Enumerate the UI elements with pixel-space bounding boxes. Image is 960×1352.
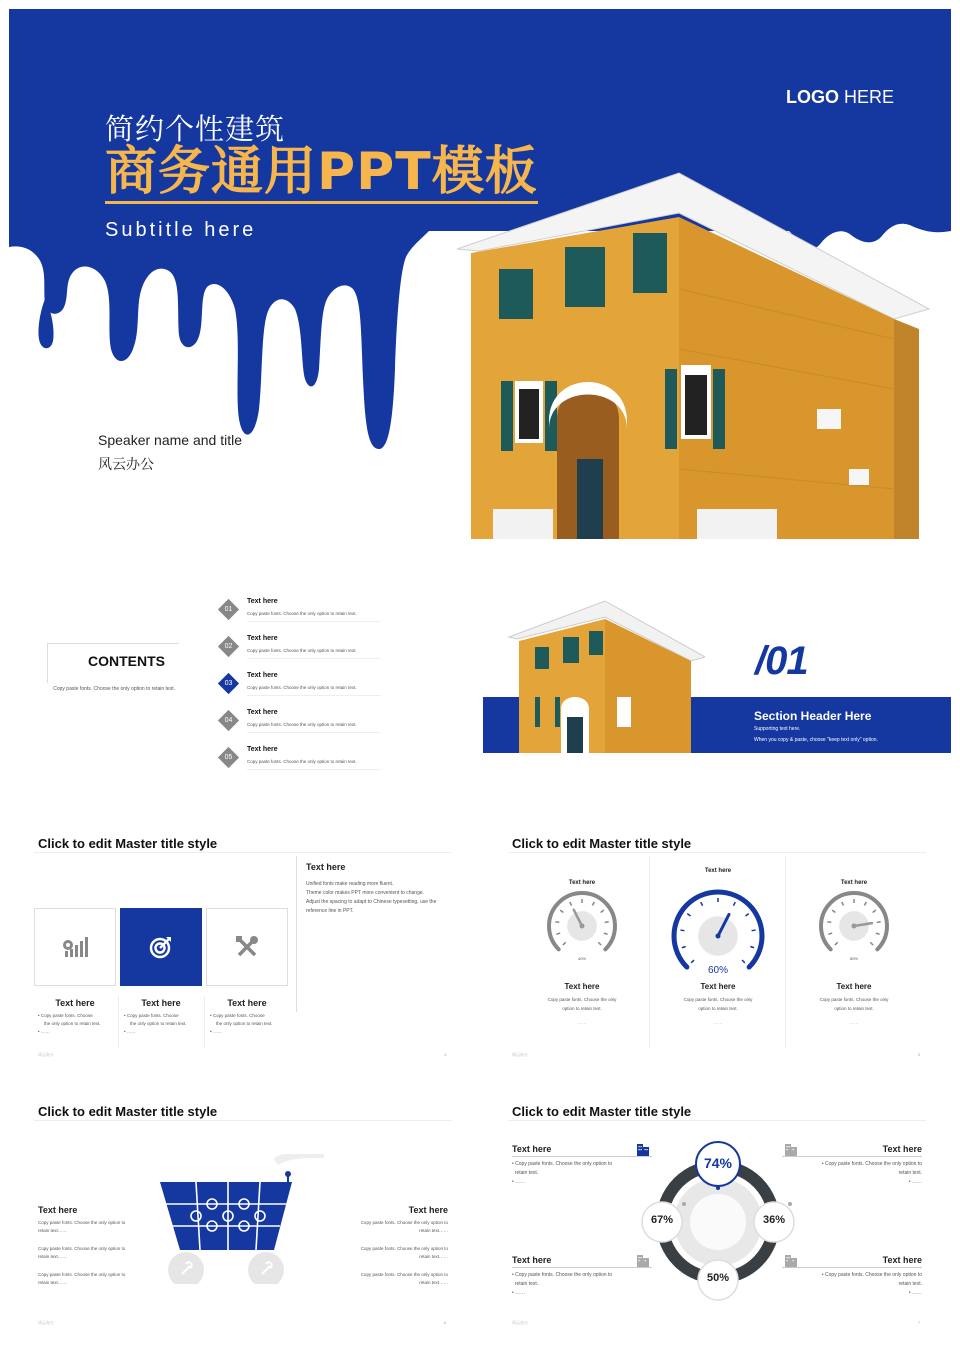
bullet-line: • …… <box>38 1029 50 1034</box>
tr-b3: …… <box>912 1179 922 1185</box>
gauge-desc: …… <box>713 1020 723 1025</box>
item-number: 05 <box>224 754 233 761</box>
item-rule <box>247 658 381 659</box>
title-slide <box>9 9 951 539</box>
bullet-text: the only option to retain text. <box>216 1021 273 1026</box>
bullet-text: …… <box>40 1029 50 1034</box>
card-divider <box>118 996 119 1048</box>
tr-title: Text here <box>882 1144 922 1154</box>
bullet-line: • Copy paste fonts. Choose <box>38 1013 93 1018</box>
list-line: retain text…… <box>38 1228 67 1233</box>
gauge-tick <box>601 910 604 912</box>
gauge-desc: option to retain text. <box>834 1006 874 1011</box>
section-number: /01 <box>755 639 808 683</box>
gauge-desc: Copy paste fonts. Choose the only <box>683 997 753 1002</box>
pct-bottom: 50% <box>706 1272 730 1284</box>
item-number: 04 <box>224 717 233 724</box>
bullet-text: …… <box>212 1029 222 1034</box>
bl-b3: …… <box>515 1290 526 1296</box>
side-title: Text here <box>306 862 346 872</box>
section-support: Supporting text here. <box>754 726 801 732</box>
pct-left: 67% <box>650 1214 674 1226</box>
card-bullets <box>210 1012 292 1036</box>
item-number: 01 <box>224 606 233 613</box>
tr-bullets: • Copy paste fonts. Choose the only option to retain text. • …… <box>821 1161 922 1185</box>
item-desc: Copy paste fonts. Choose the only option to retain text. <box>247 648 357 653</box>
card-title: Text here <box>55 998 95 1008</box>
gauge-title: Text here <box>700 982 736 991</box>
list-line: retain text…… <box>38 1254 67 1259</box>
gauge-desc: option to retain text. <box>562 1006 602 1011</box>
bullet-text: …… <box>126 1029 136 1034</box>
gauge-tick <box>877 922 881 923</box>
side-text <box>306 880 436 916</box>
page-number: 7 <box>918 1320 921 1325</box>
slide-4 <box>30 828 454 1064</box>
br-b1: Copy paste fonts. Choose the only option to <box>824 1272 922 1278</box>
br-b2: retain text. <box>898 1281 922 1287</box>
pct-right: 36% <box>762 1214 786 1226</box>
item-desc: Copy paste fonts. Choose the only option to retain text. <box>247 759 357 764</box>
card-bullets <box>38 1012 120 1036</box>
side-divider <box>296 856 297 1012</box>
contents-item[interactable] <box>221 745 381 773</box>
page-number: 6 <box>444 1320 447 1325</box>
bullet-line: • Copy paste fonts. Choose <box>124 1013 179 1018</box>
contents-slide <box>9 573 483 773</box>
slide-4-title: Click to edit Master title style <box>38 836 218 851</box>
item-title: Text here <box>247 746 278 753</box>
tl-b3: …… <box>515 1179 526 1185</box>
gauge-top-label: Text here <box>568 880 596 886</box>
bl-b1: Copy paste fonts. Choose the only option to <box>515 1272 613 1278</box>
gauge-tick <box>592 902 594 906</box>
slide-5-title: Click to edit Master title style <box>512 836 692 851</box>
company-name: 风云办公 <box>98 457 154 473</box>
bullet-text: the only option to retain text. <box>130 1021 187 1026</box>
item-number: 03 <box>224 680 233 687</box>
side-line: Unified fonts make reading more fluent. <box>306 881 394 887</box>
subtitle: Subtitle here <box>105 219 257 241</box>
slide-5 <box>504 828 928 1064</box>
item-title: Text here <box>247 672 278 679</box>
gauge-desc: …… <box>849 1020 859 1025</box>
card-bullets <box>124 1012 206 1036</box>
target-icon <box>149 935 173 959</box>
gauge-tick <box>560 910 563 912</box>
gauge-tick <box>828 933 832 934</box>
logo-rest: HERE <box>839 87 895 107</box>
card-title: Text here <box>227 998 267 1008</box>
title-divider <box>34 1120 452 1121</box>
logo-text <box>786 87 894 108</box>
card-title: Text here <box>141 998 181 1008</box>
gauge-tick <box>742 960 745 963</box>
list-line: Copy paste fonts. Choose the only option to <box>38 1220 126 1225</box>
side-line: Theme color makes PPT more convenient to change. <box>306 890 425 896</box>
gauge-tick <box>598 942 601 945</box>
gauge-tick <box>876 933 880 934</box>
list-line: Copy paste fonts. Choose the only option to <box>38 1246 126 1251</box>
gauge-tick <box>687 914 690 916</box>
gauge-tick <box>835 942 838 945</box>
item-title: Text here <box>247 635 278 642</box>
side-line: reference line in PPT. <box>306 908 354 914</box>
br-title: Text here <box>882 1255 922 1265</box>
contents-item[interactable] <box>221 634 381 664</box>
left-title: Text here <box>38 1205 78 1215</box>
contents-item[interactable] <box>221 597 381 627</box>
gauge-tick <box>691 960 694 963</box>
tl-bullets: • Copy paste fonts. Choose the only option to retain text. • …… <box>512 1161 613 1185</box>
gauge-title: Text here <box>564 982 600 991</box>
page-number: 5 <box>918 1052 921 1057</box>
gauge-tick <box>827 922 831 923</box>
gauge-tick <box>680 930 684 931</box>
item-title: Text here <box>247 598 278 605</box>
item-desc: Copy paste fonts. Choose the only option to retain text. <box>247 722 357 727</box>
item-desc: Copy paste fonts. Choose the only option to retain text. <box>247 685 357 690</box>
item-rule <box>247 769 381 770</box>
pct-top: 74% <box>703 1155 733 1171</box>
tl-title: Text here <box>512 1144 552 1154</box>
bl-b2: retain text. <box>514 1281 539 1287</box>
feature-card[interactable] <box>206 908 288 986</box>
bullet-line: • …… <box>124 1029 136 1034</box>
title-divider <box>508 852 926 853</box>
slide-7 <box>504 1096 928 1332</box>
bullet-line: • …… <box>210 1029 222 1034</box>
footer-left: 风云办公 <box>512 1320 528 1325</box>
contents-desc: Copy paste fonts. Choose the only option to retain text. <box>53 686 175 692</box>
gauge-tick <box>556 933 560 934</box>
gauge-top-label: Text here <box>840 880 868 886</box>
tr-b2: retain text. <box>898 1170 922 1176</box>
section-house-image <box>505 597 705 757</box>
section-note: When you copy & paste, choose "keep text only" option. <box>754 737 878 743</box>
gauge-tick <box>752 930 756 931</box>
bullet-text: Copy paste fonts. Choose <box>40 1013 93 1018</box>
list-line: Copy paste fonts. Choose the only option to <box>38 1272 126 1277</box>
gauge-tick <box>873 910 876 912</box>
footer-left: 风云办公 <box>512 1052 528 1057</box>
logo-bold: LOGO <box>786 87 839 107</box>
tl-b2: retain text. <box>514 1170 539 1176</box>
list-line: retain text…… <box>419 1254 448 1259</box>
br-b3: …… <box>912 1290 922 1296</box>
tl-b1: Copy paste fonts. Choose the only option to <box>515 1161 613 1167</box>
contents-heading: CONTENTS <box>88 653 165 669</box>
item-rule <box>247 695 381 696</box>
bl-bullets: • Copy paste fonts. Choose the only option to retain text. • …… <box>512 1272 613 1296</box>
gauge-tick <box>842 902 844 906</box>
contents-item[interactable] <box>221 671 381 701</box>
gauge-tick <box>563 942 566 945</box>
gauge-divider <box>785 856 786 1048</box>
title-divider <box>508 1120 926 1121</box>
gauge-value: 60% <box>707 965 728 976</box>
title-line-2: 商务通用PPT模板 <box>105 142 538 202</box>
bullet-line: • Copy paste fonts. Choose <box>210 1013 265 1018</box>
list-line: retain text…… <box>419 1280 448 1285</box>
list-line: Copy paste fonts. Choose the only option to <box>360 1272 448 1277</box>
page-number: 4 <box>444 1052 447 1057</box>
gauge-desc: Copy paste fonts. Choose the only <box>547 997 617 1002</box>
tools-icon <box>234 934 260 960</box>
list-line: Copy paste fonts. Choose the only option to <box>360 1220 448 1225</box>
gauge-desc: …… <box>577 1020 587 1025</box>
title-divider <box>34 852 452 853</box>
item-rule <box>247 621 381 622</box>
item-title: Text here <box>247 709 278 716</box>
chart-gear-icon <box>61 935 89 959</box>
item-number: 02 <box>224 643 233 650</box>
title-line-1: 简约个性建筑 <box>105 112 286 146</box>
house-image <box>449 169 939 539</box>
list-line: Copy paste fonts. Choose the only option to <box>360 1246 448 1251</box>
list-line: retain text…… <box>419 1228 448 1233</box>
feature-card[interactable] <box>34 908 116 986</box>
br-bullets: • Copy paste fonts. Choose the only option to retain text. • …… <box>821 1272 922 1296</box>
item-desc: Copy paste fonts. Choose the only option to retain text. <box>247 611 357 616</box>
gauge-tick <box>682 947 686 948</box>
bullet-text: Copy paste fonts. Choose <box>126 1013 179 1018</box>
gauge-tick <box>701 902 703 906</box>
gauge-value: 40% <box>577 956 586 961</box>
gauge-tick <box>733 902 735 906</box>
footer-left: 风云办公 <box>38 1320 54 1325</box>
slide-6 <box>30 1096 454 1332</box>
gauge-tick <box>870 942 873 945</box>
gauge-pivot <box>716 934 721 939</box>
bullet-text: the only option to retain text. <box>44 1021 101 1026</box>
gauge-pivot <box>852 924 857 929</box>
gauge-tick <box>864 902 866 906</box>
gauge-tick <box>604 933 608 934</box>
tr-b1: Copy paste fonts. Choose the only option to <box>824 1161 922 1167</box>
footer-left: 风云办公 <box>38 1052 54 1057</box>
right-title: Text here <box>408 1205 448 1215</box>
gauge-title: Text here <box>836 982 872 991</box>
bullet-text: Copy paste fonts. Choose <box>212 1013 265 1018</box>
gauge-top-label: Text here <box>704 868 732 874</box>
slide-7-title: Click to edit Master title style <box>512 1104 692 1119</box>
gauge-tick <box>832 910 835 912</box>
speaker-name: Speaker name and title <box>98 432 242 448</box>
puzzle-cart-icon <box>156 1154 326 1284</box>
gauge-desc: option to retain text. <box>698 1006 738 1011</box>
gauge-tick <box>605 922 609 923</box>
side-line: Adjust the spacing to adapt to Chinese typesetting, use the <box>306 899 437 905</box>
list-line: retain text…… <box>38 1280 67 1285</box>
gauge-tick <box>570 902 572 906</box>
gauge-value: 80% <box>849 956 858 961</box>
section-header: Section Header Here <box>754 709 872 723</box>
slide-6-title: Click to edit Master title style <box>38 1104 218 1119</box>
gauge-divider <box>649 856 650 1048</box>
bl-title: Text here <box>512 1255 552 1265</box>
section-slide <box>483 573 951 773</box>
card-divider <box>204 996 205 1048</box>
gauge-desc: Copy paste fonts. Choose the only <box>819 997 889 1002</box>
gauge-tick <box>746 914 749 916</box>
gauge-pivot <box>580 924 585 929</box>
gauge-tick <box>555 922 559 923</box>
contents-item[interactable] <box>221 708 381 738</box>
gauge-tick <box>750 947 754 948</box>
item-rule <box>247 732 381 733</box>
feature-card[interactable] <box>120 908 202 986</box>
